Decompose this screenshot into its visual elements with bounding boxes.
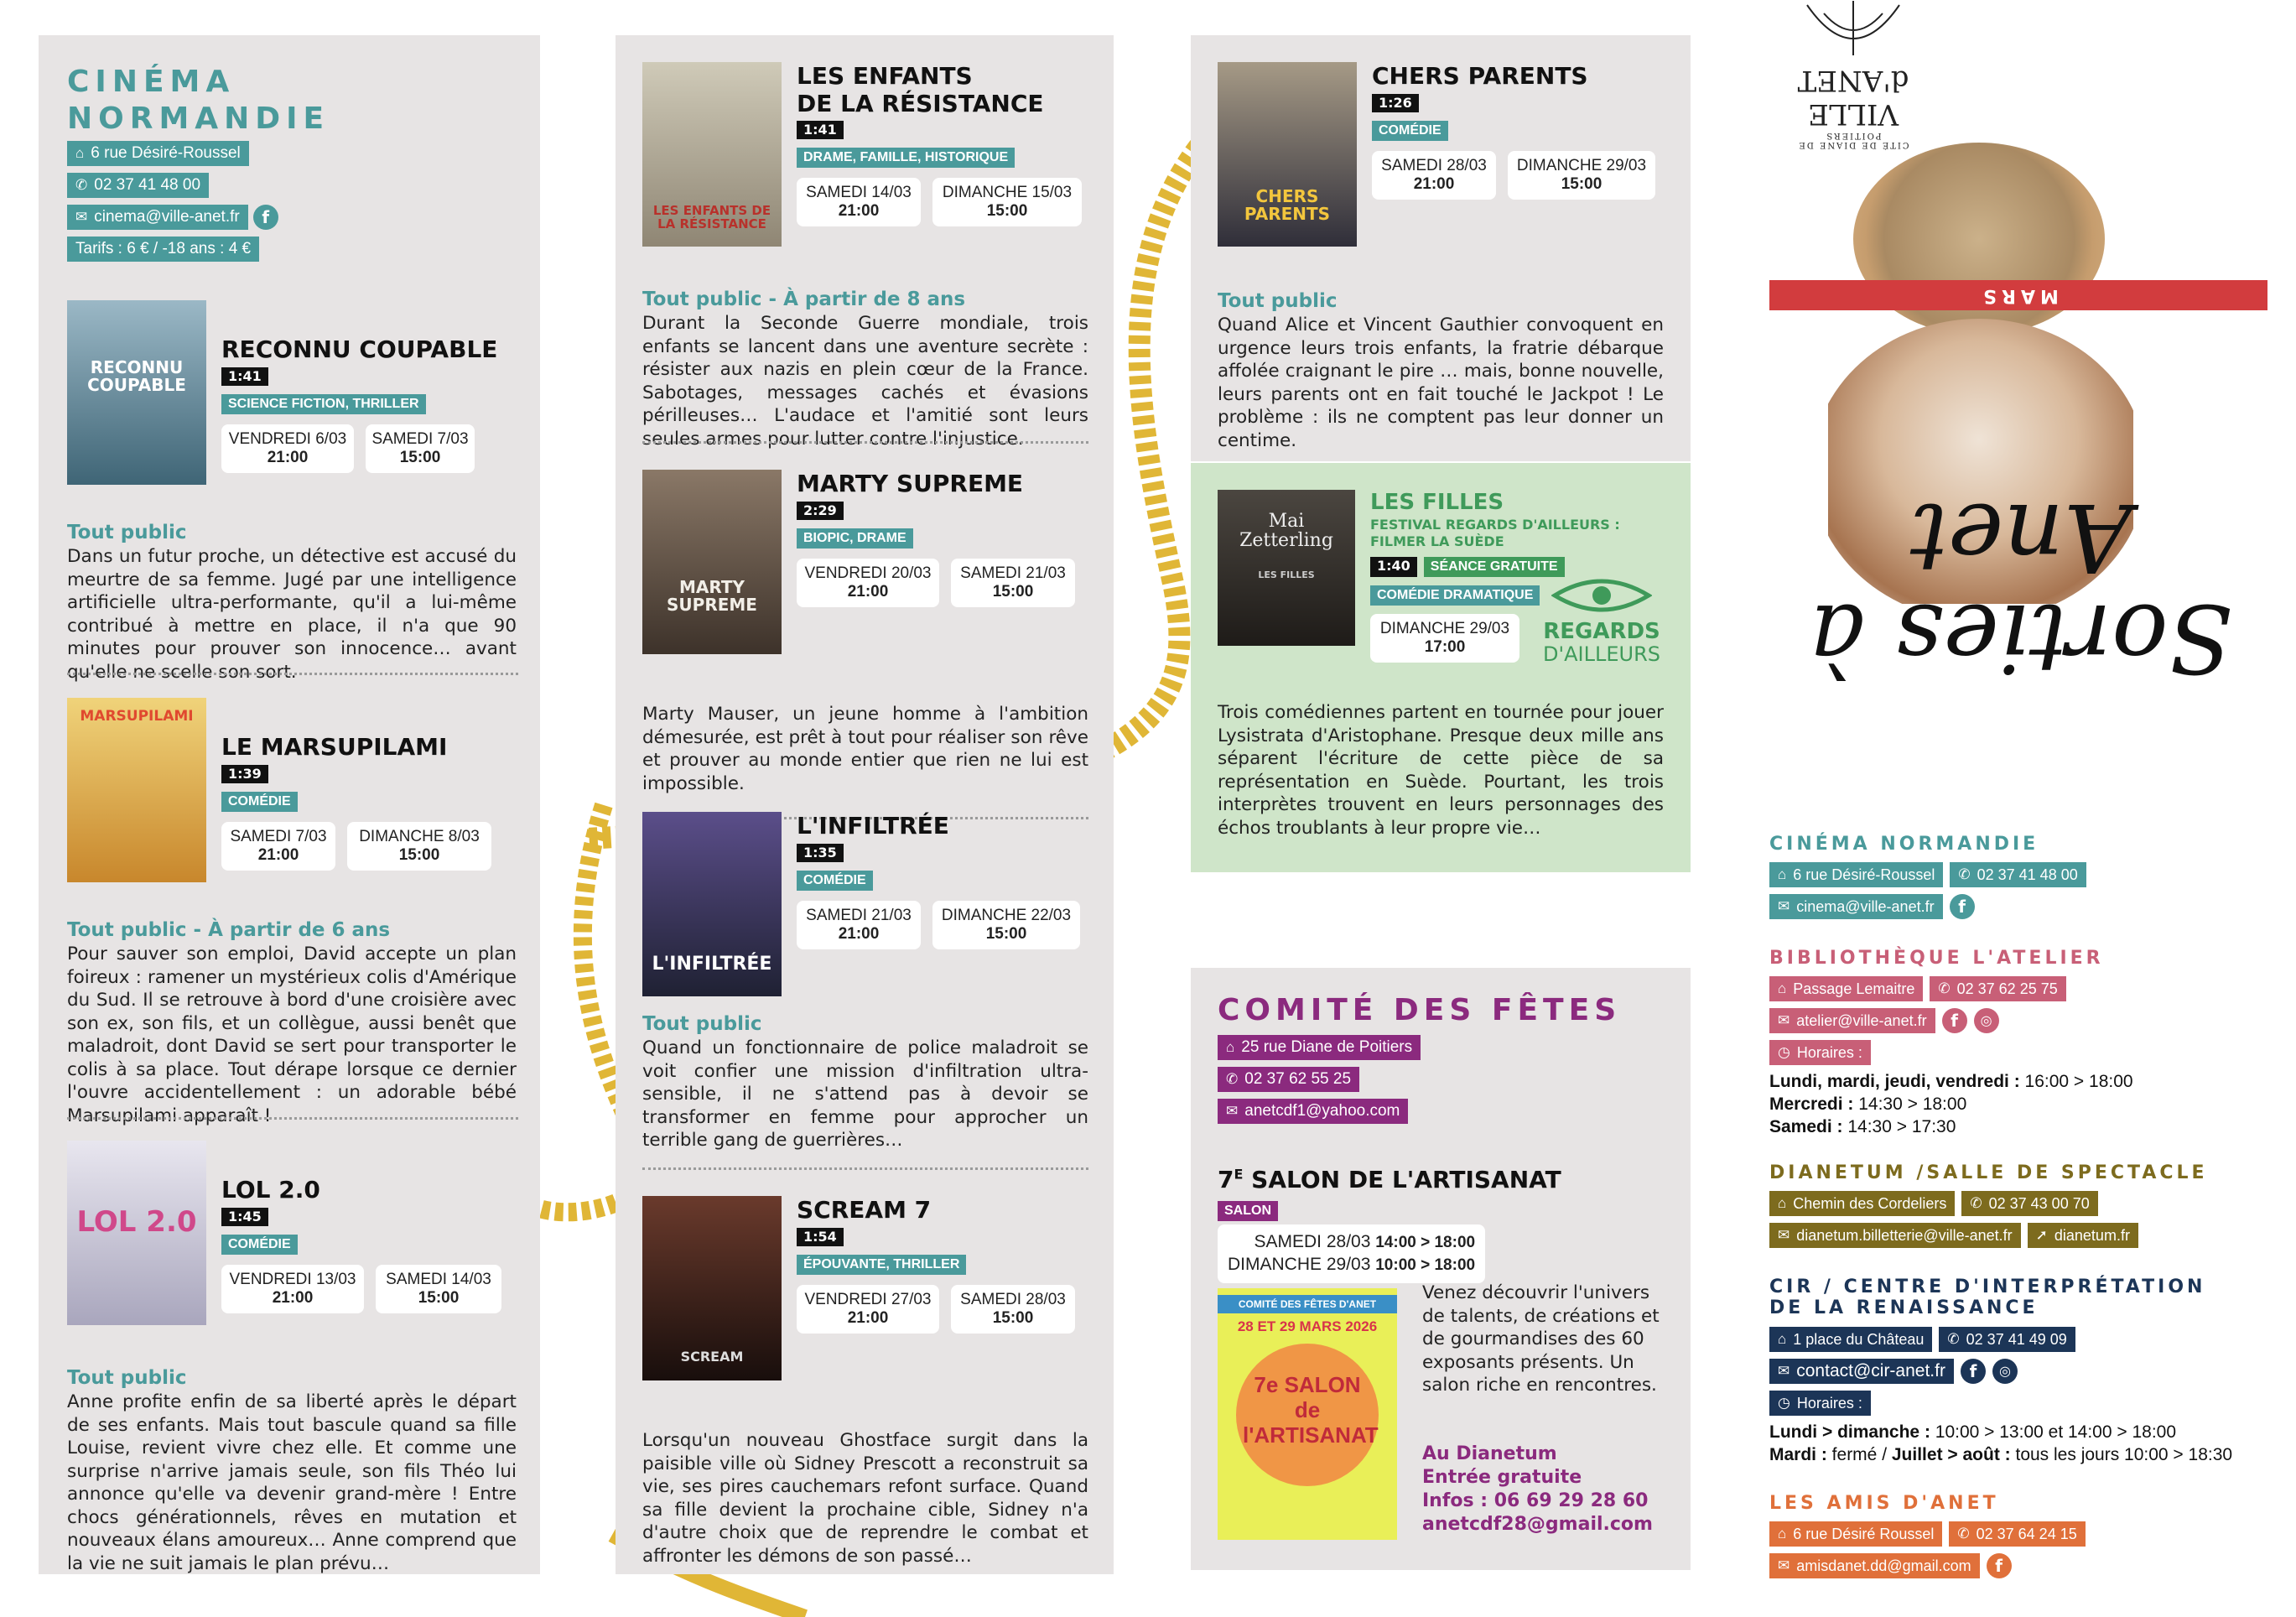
film-poster: LOL 2.0 (67, 1141, 206, 1325)
dir-cinema-phone[interactable]: ✆ 02 37 41 48 00 (1950, 862, 2086, 887)
home-icon: ⌂ (75, 145, 85, 161)
session-card[interactable]: SAMEDI 28/03 15:00 (951, 1285, 1075, 1334)
film-sessions (1372, 151, 1655, 200)
regards-logo: REGARDS D'AILLEURS (1535, 575, 1669, 665)
phone-icon: ✆ (1226, 1071, 1239, 1087)
film-title: LES ENFANTS (797, 62, 973, 90)
festival-name: FESTIVAL REGARDS D'AILLEURS : FILMER LA SUÈDE (1370, 517, 1620, 549)
film-block (1218, 62, 1670, 456)
session-card[interactable]: DIMANCHE 22/03 15:00 (932, 901, 1080, 949)
film-description: Anne profite enfin de sa liberté après le départ de ses enfants. Mais tout bascule quand sa fille Louise, revient vivre chez elle. Et comme une surprise n'arrive jamais seule, son fils Théo lui annonce qu'elle va devenir grand-mère ! Entre chocs générationnels, rêves en mutation et nouveaux élans amoureux… Anne comprend que la vie ne suit jamais le plan prévu… (67, 1391, 517, 1574)
film-duration: 2:29 (797, 502, 844, 520)
film-description: Quand Alice et Vincent Gauthier convoquent en urgence leurs trois enfants, la fratrie débarque affolée craignant le pire … mais, bonne nouvelle, leurs parents ont en fait touché le Jackpot ! Le problème : ils ne comptent pas leur donner un centime. (1218, 315, 1664, 451)
clock-icon: ◷ (1778, 1044, 1790, 1060)
film-description: Quand un fonctionnaire de police maladroit se voit confier une mission d'infiltration ultra-sensible, il ne s'attend pas à devoir se transformer en femme pour approcher un terrible gang de guerrières… (642, 1037, 1088, 1151)
film-sessions (797, 559, 1075, 607)
session-card[interactable]: SAMEDI 21/03 21:00 (797, 901, 921, 949)
festival-tags (1370, 557, 1565, 577)
home-icon: ⌂ (1778, 1331, 1787, 1347)
facebook-icon[interactable]: f (1961, 1359, 1986, 1384)
session-card[interactable]: DIMANCHE 29/03 17:00 (1370, 614, 1519, 663)
comite-contact (1218, 1035, 1421, 1124)
facebook-icon[interactable]: f (1950, 894, 1975, 919)
film-duration: 1:45 (221, 1208, 268, 1226)
film-genre: DRAME, FAMILLE, HISTORIQUE (797, 148, 1015, 168)
film-poster: Mai Zetterling LES FILLES (1218, 490, 1355, 646)
film-block (642, 62, 1095, 481)
dir-cir-row1 (1769, 1327, 2075, 1352)
mail-icon: ✉ (1778, 1227, 1790, 1243)
film-duration: 1:26 (1372, 94, 1419, 112)
mail-icon: ✉ (1778, 1363, 1790, 1379)
film-sessions (221, 822, 491, 871)
dir-cinema-row1 (1769, 862, 2086, 887)
dir-biblio-row2 (1769, 1008, 1999, 1033)
film-genre: COMÉDIE DRAMATIQUE (1370, 585, 1540, 606)
dir-amis-title: LES AMIS D'ANET (1769, 1493, 1999, 1514)
cinema-title: CINÉMA NORMANDIE (67, 65, 330, 136)
salon-description: Venez découvrir l'univers de talents, de créations et de gourmandises des 60 exposants présents. Un salon riche en rencontres. (1422, 1282, 1660, 1396)
session-card[interactable]: DIMANCHE 8/03 15:00 (347, 822, 491, 871)
session-card[interactable]: SAMEDI 21/03 15:00 (951, 559, 1075, 607)
dir-cir-email[interactable]: ✉ contact@cir-anet.fr (1769, 1359, 1954, 1384)
film-title: SCREAM 7 (797, 1196, 932, 1224)
facebook-icon[interactable]: f (1942, 1008, 1967, 1033)
film-poster: CHERS PARENTS (1218, 62, 1357, 247)
film-sessions (797, 1285, 1075, 1334)
film-sessions (797, 901, 1080, 949)
dir-dianetum-site[interactable]: ➚ dianetum.fr (2028, 1223, 2138, 1248)
film-sessions (221, 1265, 501, 1313)
dir-biblio-phone[interactable]: ✆ 02 37 62 25 75 (1930, 976, 2065, 1001)
film-audience: Tout public (1218, 290, 1338, 312)
phone-icon: ✆ (75, 177, 88, 193)
dir-cinema-address: ⌂ 6 rue Désiré-Roussel (1769, 862, 1943, 887)
film-title: CHERS PARENTS (1372, 62, 1588, 90)
salon-title: $7^E$ SALON DE L'ARTISANAT (1218, 1166, 1561, 1193)
comite-address: ⌂ 25 rue Diane de Poitiers (1218, 1035, 1421, 1060)
dir-amis-email[interactable]: ✉ amisdanet.dd@gmail.com (1769, 1553, 1980, 1578)
film-duration: 1:40 (1370, 557, 1417, 577)
divider (642, 1167, 1088, 1170)
film-genre: COMÉDIE (221, 1235, 298, 1255)
dir-dianetum-email[interactable]: ✉ dianetum.billetterie@ville-anet.fr (1769, 1223, 2021, 1248)
film-description: Durant la Seconde Guerre mondiale, trois enfants se lancent dans une aventure secrète : résister aux nazis en plein cœur de la France. Sabotages, messages cachés et évasions périlleuses… L'audace et l'amitié sont leurs seules armes pour lutter contre l'injustice. (642, 313, 1088, 450)
film-title: LOL 2.0 (221, 1176, 320, 1204)
festival-film-title: LES FILLES (1370, 490, 1504, 515)
film-block (642, 812, 1095, 1198)
comite-phone[interactable]: ✆ 02 37 62 55 25 (1218, 1067, 1359, 1092)
dir-biblio-title: BIBLIOTHÈQUE L'ATELIER (1769, 948, 2104, 969)
divider (67, 673, 518, 675)
home-icon: ⌂ (1778, 1195, 1787, 1211)
dir-biblio-row1 (1769, 976, 2066, 1001)
home-icon: ⌂ (1778, 866, 1787, 882)
home-icon: ⌂ (1778, 1526, 1787, 1542)
instagram-icon[interactable]: ◎ (1974, 1008, 1999, 1033)
dir-amis-address: ⌂ 6 rue Désiré Roussel (1769, 1521, 1942, 1547)
cinema-address: ⌂ 6 rue Désiré-Roussel (67, 141, 249, 166)
mail-icon: ✉ (1778, 1557, 1790, 1573)
phone-icon: ✆ (1958, 866, 1971, 882)
session-card[interactable]: VENDREDI 27/03 21:00 (797, 1285, 939, 1334)
film-title: LE MARSUPILAMI (221, 733, 448, 761)
dir-cir-phone[interactable]: ✆ 02 37 41 49 09 (1939, 1327, 2075, 1352)
divider (67, 1117, 518, 1120)
dir-amis-row1 (1769, 1521, 2086, 1547)
film-poster: SCREAM (642, 1196, 782, 1380)
film-block (67, 698, 520, 1142)
eye-icon (1551, 575, 1652, 616)
film-duration: 1:54 (797, 1228, 844, 1246)
mail-icon: ✉ (1778, 898, 1790, 914)
dir-dianetum-row1 (1769, 1191, 2098, 1216)
clock-icon: ◷ (1778, 1395, 1790, 1411)
film-title: MARTY SUPREME (797, 470, 1024, 497)
session-card[interactable]: SAMEDI 14/03 15:00 (376, 1265, 501, 1313)
salon-info: Au Dianetum Entrée gratuite Infos : 06 69 29 28 60 anetcdf28@gmail.com (1422, 1443, 1653, 1535)
film-description: Pour sauver son emploi, David accepte un plan foireux : ramener un mystérieux colis d'Amérique du Sud. Il se retrouve à bord d'une croisière avec son ex, son fils, et un collègue, aussi benêt que maladroit, dont David se sert pour transporter le colis à sa place. Tout dérape lorsque ce dernier l'ouvre accidentellement : un adorable bébé Marsupilami apparaît ! (67, 944, 517, 1126)
film-description: Trois comédiennes partent en tournée pour jouer Lysistrata d'Aristophane. Presque deux mille ans séparent l'écriture de cette pièce de sa représentation en Suède. Pourtant, les trois interprètes trouvent en leurs personnages des échos troublants à leur propre vie… (1218, 702, 1664, 839)
column-cinema (39, 35, 540, 1574)
dir-amis-row2 (1769, 1553, 2012, 1578)
session-card[interactable]: VENDREDI 20/03 21:00 (797, 559, 939, 607)
dir-dianetum-title: DIANETUM /SALLE DE SPECTACLE (1769, 1162, 2208, 1183)
film-genre: BIOPIC, DRAME (797, 528, 913, 549)
phone-icon: ✆ (1957, 1526, 1970, 1542)
phone-icon: ✆ (1970, 1195, 1982, 1211)
stag-emblem-icon (1790, 0, 1916, 64)
dir-dianetum-phone[interactable]: ✆ 02 37 43 00 70 (1961, 1191, 2097, 1216)
dir-cinema-row2 (1769, 894, 1975, 919)
facebook-icon[interactable]: f (1987, 1553, 2012, 1578)
dir-cir-hours: Lundi > dimanche : 10:00 > 13:00 et 14:00 > 18:00 Mardi : fermé / Juillet > août : tous les jours 10:00 > 18:30 (1769, 1422, 2233, 1464)
home-icon: ⌂ (1778, 980, 1787, 996)
film-block (642, 1196, 1095, 1565)
film-duration: 1:39 (221, 765, 268, 783)
comite-box (1191, 968, 1691, 1570)
dir-biblio-hours-label: ◷ Horaires : (1769, 1040, 1871, 1065)
film-title: RECONNU COUPABLE (221, 335, 498, 363)
film-block (642, 470, 1095, 805)
mail-icon: ✉ (1778, 1012, 1790, 1028)
salon-poster: COMITÉ DES FÊTES D'ANET 28 ET 29 MARS 2026 7e SALON de l'ARTISANAT (1218, 1288, 1397, 1540)
phone-icon: ✆ (1947, 1331, 1960, 1347)
home-icon: ⌂ (1226, 1039, 1235, 1055)
film-poster: MARSUPILAMI (67, 698, 206, 882)
dir-dianetum-address: ⌂ Chemin des Cordeliers (1769, 1191, 1955, 1216)
dir-dianetum-row2 (1769, 1223, 2138, 1248)
ville-anet-logo: CITÉ DE DIANE DE POITIERS VILLE d'ANET (1769, 23, 1937, 149)
salon-dates: SAMEDI 28/03 14:00 > 18:00 DIMANCHE 29/03 10:00 > 18:00 (1218, 1224, 1485, 1283)
comite-title: COMITÉ DES FÊTES (1218, 993, 1622, 1027)
divider (642, 441, 1088, 444)
film-duration: 1:41 (797, 121, 844, 139)
film-description: Marty Mauser, un jeune homme à l'ambition démesurée, est prêt à tout pour réaliser son rêve et prouver au monde entier que rien ne lui est impossible. (642, 704, 1088, 794)
festival-box (1191, 463, 1691, 872)
session-card[interactable]: SAMEDI 7/03 15:00 (366, 424, 475, 473)
session-card[interactable]: SAMEDI 7/03 21:00 (221, 822, 335, 871)
film-title-line2: DE LA RÉSISTANCE (797, 90, 1044, 117)
cinema-tarifs: Tarifs : 6 € / -18 ans : 4 € (67, 237, 259, 262)
film-genre: SCIENCE FICTION, THRILLER (221, 394, 426, 414)
film-audience: Tout public (67, 522, 187, 543)
column-films-2 (616, 35, 1114, 1574)
comite-email[interactable]: ✉ anetcdf1@yahoo.com (1218, 1099, 1408, 1124)
film-duration: 1:41 (221, 367, 268, 386)
dir-biblio-email[interactable]: ✉ atelier@ville-anet.fr (1769, 1008, 1935, 1033)
film-poster: LES ENFANTS DE LA RÉSISTANCE (642, 62, 782, 247)
film-block (67, 300, 520, 683)
mail-icon: ✉ (75, 209, 88, 225)
dir-cir-title: CIR / CENTRE D'INTERPRÉTATION DE LA RENAISSANCE (1769, 1276, 2206, 1318)
cursor-icon: ➚ (2035, 1227, 2048, 1243)
month-banner: MARS (1769, 280, 2267, 310)
film-description: Lorsqu'un nouveau Ghostface surgit dans la paisible ville où Sidney Prescott a reconstruit sa vie, ses pires cauchemars refont surface. Quand sa fille devient la prochaine cible, Sidney n'a d'autre choix que de reprendre le combat et affronter les démons de son passé… (642, 1430, 1088, 1567)
film-poster: RECONNU COUPABLE (67, 300, 206, 485)
film-audience: Tout public - À partir de 6 ans (67, 919, 391, 941)
phone-icon: ✆ (1938, 980, 1951, 996)
cinema-contact (67, 141, 278, 262)
dir-biblio-address: ⌂ Passage Lemaitre (1769, 976, 1923, 1001)
cover-script-title: Sorties à Anet (1809, 482, 2233, 692)
dir-amis-phone[interactable]: ✆ 02 37 64 24 15 (1949, 1521, 2085, 1547)
film-sessions (221, 424, 475, 473)
facebook-icon[interactable]: f (253, 205, 278, 230)
column-films-3 (1191, 35, 1691, 461)
dir-cir-address: ⌂ 1 place du Château (1769, 1327, 1932, 1352)
salon-tag: SALON (1218, 1201, 1278, 1221)
session-card[interactable]: SAMEDI 14/03 21:00 (797, 178, 921, 226)
dir-biblio-hours: Lundi, mardi, jeudi, vendredi : 16:00 > 18:00 Mercredi : 14:30 > 18:00 Samedi : 14:30 > 17:30 (1769, 1072, 2133, 1136)
film-sessions (797, 178, 1082, 226)
film-genre: COMÉDIE (221, 792, 298, 812)
session-card[interactable]: VENDREDI 6/03 21:00 (221, 424, 354, 473)
dir-cinema-email[interactable]: ✉ cinema@ville-anet.fr (1769, 894, 1943, 919)
film-audience: Tout public - À partir de 8 ans (642, 289, 966, 310)
film-duration: 1:35 (797, 844, 844, 862)
free-badge: SÉANCE GRATUITE (1424, 557, 1565, 577)
cinema-phone[interactable]: ✆ 02 37 41 48 00 (67, 173, 209, 198)
film-description: Dans un futur proche, un détective est accusé du meurtre de sa femme. Jugé par une intelligence artificielle ultra-performante, qu'il a lui-même contribué à mettre en place, il n'a que 90 minutes pour prouver son innocence… avant qu'elle ne scelle son sort. (67, 546, 517, 683)
session-card[interactable]: DIMANCHE 29/03 15:00 (1508, 151, 1655, 200)
session-card[interactable]: DIMANCHE 15/03 15:00 (932, 178, 1082, 226)
film-audience: Tout public (67, 1367, 187, 1389)
film-poster: MARTY SUPREME (642, 470, 782, 654)
film-genre: COMÉDIE (1372, 121, 1448, 141)
cinema-email[interactable]: ✉ cinema@ville-anet.fr (67, 205, 248, 230)
film-title: L'INFILTRÉE (797, 812, 949, 840)
film-block (67, 1141, 520, 1574)
session-card[interactable]: VENDREDI 13/03 21:00 (221, 1265, 364, 1313)
dir-cir-hours-label: ◷ Horaires : (1769, 1391, 1871, 1416)
film-genre: ÉPOUVANTE, THRILLER (797, 1255, 966, 1275)
mail-icon: ✉ (1226, 1103, 1239, 1119)
session-card[interactable]: SAMEDI 28/03 21:00 (1372, 151, 1496, 200)
instagram-icon[interactable]: ◎ (1992, 1359, 2018, 1384)
film-poster: L'INFILTRÉE (642, 812, 782, 996)
film-audience: Tout public (642, 1013, 762, 1035)
dir-cinema-title: CINÉMA NORMANDIE (1769, 834, 2039, 855)
dir-cir-row2 (1769, 1359, 2018, 1384)
film-genre: COMÉDIE (797, 871, 873, 891)
